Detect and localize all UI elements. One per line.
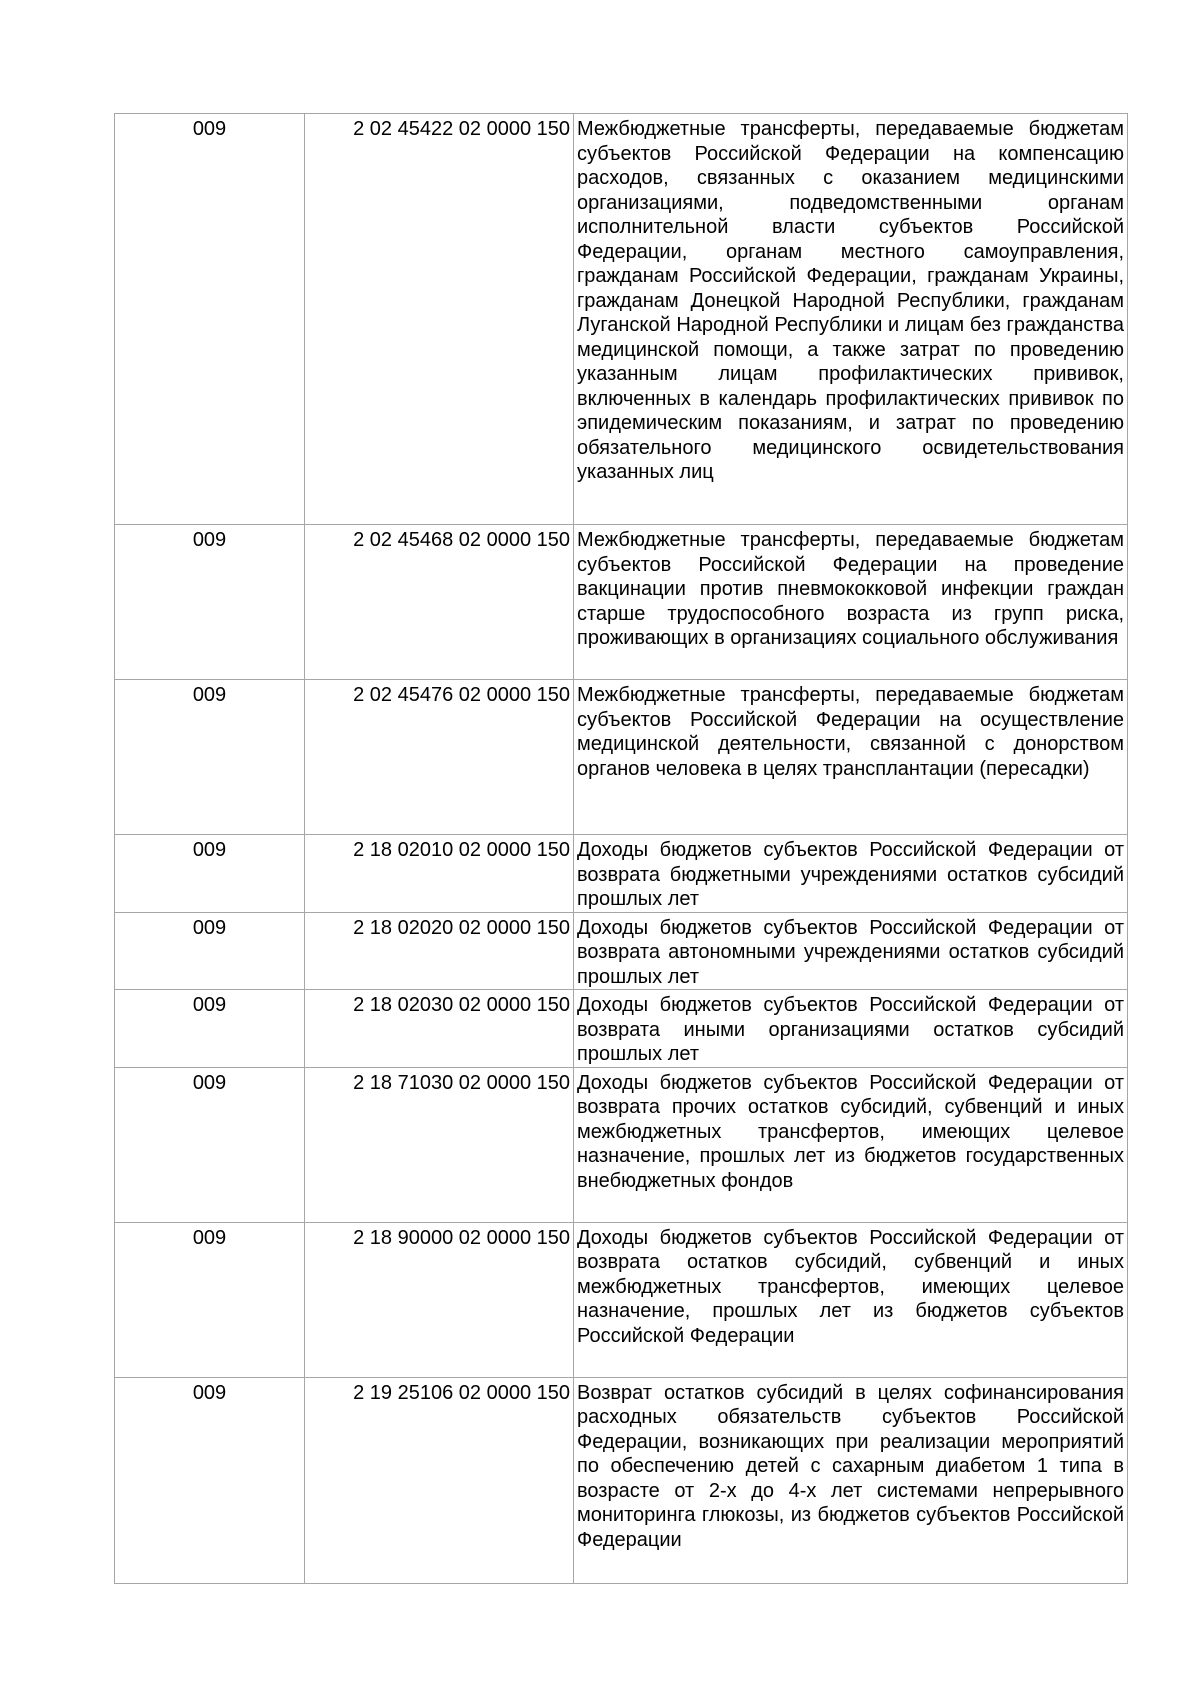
revenue-code-cell: 2 02 45422 02 0000 150 [305,114,574,525]
revenue-name-cell: Возврат остатков субсидий в целях софинансирования расходных обязательств субъектов Российской Федерации, возникающих при реализации мероприятий по обеспечению детей с сахарным диабетом 1 типа в возрасте от 2-х до 4-х лет системами непрерывного мониторинга глюкозы, из бюджетов субъектов Российской Федерации [574,1377,1128,1583]
admin-code-cell: 009 [115,912,305,990]
admin-code-cell: 009 [115,525,305,680]
revenue-code-cell: 2 18 90000 02 0000 150 [305,1222,574,1377]
revenue-code-cell: 2 02 45468 02 0000 150 [305,525,574,680]
revenue-name-cell: Доходы бюджетов субъектов Российской Федерации от возврата прочих остатков субсидий, субвенций и иных межбюджетных трансфертов, имеющих целевое назначение, прошлых лет из бюджетов государственных внебюджетных фондов [574,1067,1128,1222]
table-row [115,990,1128,1068]
admin-code-cell: 009 [115,114,305,525]
revenue-name-cell: Доходы бюджетов субъектов Российской Федерации от возврата остатков субсидий, субвенций и иных межбюджетных трансфертов, имеющих целевое назначение, прошлых лет из бюджетов субъектов Российской Федерации [574,1222,1128,1377]
revenue-name-cell: Межбюджетные трансферты, передаваемые бюджетам субъектов Российской Федерации на осуществление медицинской деятельности, связанной с донорством органов человека в целях трансплантации (пересадки) [574,680,1128,835]
admin-code-cell: 009 [115,990,305,1068]
admin-code-cell: 009 [115,1067,305,1222]
revenue-name-cell: Межбюджетные трансферты, передаваемые бюджетам субъектов Российской Федерации на проведение вакцинации против пневмококковой инфекции граждан старше трудоспособного возраста из групп риска, проживающих в организациях социального обслуживания [574,525,1128,680]
admin-code-cell: 009 [115,835,305,913]
budget-revenue-table [114,113,1128,1584]
admin-code-cell: 009 [115,680,305,835]
revenue-code-cell: 2 18 02030 02 0000 150 [305,990,574,1068]
revenue-code-cell: 2 02 45476 02 0000 150 [305,680,574,835]
revenue-code-cell: 2 18 02020 02 0000 150 [305,912,574,990]
table-row [115,835,1128,913]
revenue-code-cell: 2 18 71030 02 0000 150 [305,1067,574,1222]
revenue-code-cell: 2 18 02010 02 0000 150 [305,835,574,913]
admin-code-cell: 009 [115,1377,305,1583]
admin-code-cell: 009 [115,1222,305,1377]
table-row [115,525,1128,680]
revenue-name-cell: Доходы бюджетов субъектов Российской Федерации от возврата бюджетными учреждениями остатков субсидий прошлых лет [574,835,1128,913]
table-row [115,680,1128,835]
revenue-code-cell: 2 19 25106 02 0000 150 [305,1377,574,1583]
table-row [115,1377,1128,1583]
revenue-name-cell: Доходы бюджетов субъектов Российской Федерации от возврата автономными учреждениями остатков субсидий прошлых лет [574,912,1128,990]
table-row [115,912,1128,990]
revenue-name-cell: Межбюджетные трансферты, передаваемые бюджетам субъектов Российской Федерации на компенсацию расходов, связанных с оказанием медицинскими организациями, подведомственными органам исполнительной власти субъектов Российской Федерации, органам местного самоуправления, гражданам Российской Федерации, гражданам Украины, гражданам Донецкой Народной Республики, гражданам Луганской Народной Республики и лицам без гражданства медицинской помощи, а также затрат по проведению указанным лицам профилактических прививок, включенных в календарь профилактических прививок по эпидемическим показаниям, и затрат по проведению обязательного медицинского освидетельствования указанных лиц [574,114,1128,525]
revenue-name-cell: Доходы бюджетов субъектов Российской Федерации от возврата иными организациями остатков субсидий прошлых лет [574,990,1128,1068]
table-row [115,1222,1128,1377]
table-row [115,1067,1128,1222]
table-row [115,114,1128,525]
